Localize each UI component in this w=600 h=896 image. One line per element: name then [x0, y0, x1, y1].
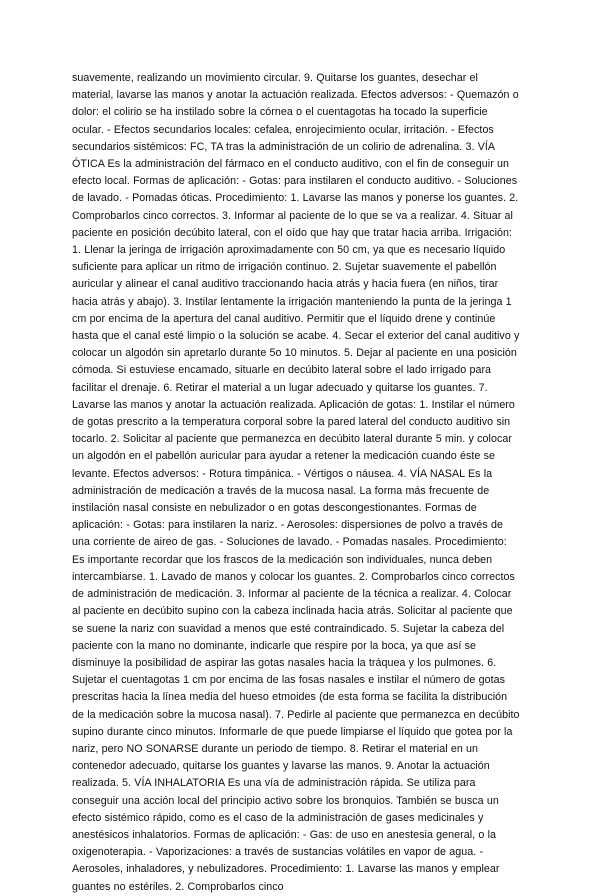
document-page	[72, 70, 522, 896]
body-paragraph: suavemente, realizando un movimiento circular. 9. Quitarse los guantes, desechar el material, lavarse las manos y anotar la actuación realizada. Efectos adversos: - Quemazón o dolor: el colirio se ha instilado sobre la córnea o el cuentagotas ha tocado la superficie ocular. - Efectos secundarios locales: cefalea, enrojecimiento ocular, irritación. - Efectos secundarios sistémicos: FC, TA tras la administración de un colirio de adrenalina. 3. VÍA ÓTICA Es la administración del fármaco en el conducto auditivo, con el fin de conseguir un efecto local. Formas de aplicación: - Gotas: para instilaren el conducto auditivo. - Soluciones de lavado. - Pomadas óticas. Procedimiento: 1. Lavarse las manos y ponerse los guantes. 2. Comprobarlos cinco correctos. 3. Informar al paciente de lo que se va a realizar. 4. Situar al paciente en posición decúbito lateral, con el oído que hay que tratar hacia arriba. Irrigación: 1. Llenar la jeringa de irrigación aproximadamente con 50 cm, ya que es necesario líquido suficiente para aplicar un ritmo de irrigación continuo. 2. Sujetar suavemente el pabellón auricular y alinear el canal auditivo traccionando hacia atrás y hacia fuera (en niños, tirar hacia atrás y abajo). 3. Instilar lentamente la irrigación manteniendo la punta de la jeringa 1 cm por encima de la apertura del canal auditivo. Permitir que el líquido drene y continúe hasta que el canal esté limpio o la solución se acabe. 4. Secar el exterior del canal auditivo y colocar un algodón sin apretarlo durante 5o 10 minutos. 5. Dejar al paciente en una posición cómoda. Si estuviese encamado, situarle en decúbito lateral sobre el lado irrigado para facilitar el drenaje. 6. Retirar el material a un lugar adecuado y quitarse los guantes. 7. Lavarse las manos y anotar la actuación realizada. Aplicación de gotas: 1. Instilar el número de gotas prescrito a la temperatura corporal sobre la pared lateral del conducto auditivo sin tocarlo. 2. Solicitar al paciente que permanezca en decúbito lateral durante 5 min. y colocar un algodón en el pabellón auricular para ayudar a retener la medicación cuando éste se levante. Efectos adversos: - Rotura timpánica. - Vértigos o náusea. 4. VÍA NASAL Es la administración de medicación a través de la mucosa nasal. La forma más frecuente de instilación nasal consiste en nebulizador o en gotas descongestionantes. Formas de aplicación: - Gotas: para instilaren la nariz. - Aerosoles: dispersiones de polvo a través de una corriente de aireo de gas. - Soluciones de lavado. - Pomadas nasales. Procedimiento: Es importante recordar que los frascos de la medicación son individuales, nunca deben intercambiarse. 1. Lavado de manos y colocar los guantes. 2. Comprobarlos cinco correctos de administración de medicación. 3. Informar al paciente de la técnica a realizar. 4. Colocar al paciente en decúbito supino con la cabeza inclinada hacia atrás. Solicitar al paciente que se suene la nariz con suavidad a menos que esté contraindicado. 5. Sujetar la cabeza del paciente con la mano no dominante, indicarle que respire por la boca, ya que así se disminuye la posibilidad de aspirar las gotas nasales hacia la tráquea y los pulmones. 6. Sujetar el cuentagotas 1 cm por encima de las fosas nasales e instilar el número de gotas prescritas hacia la línea media del hueso etmoides (de esta forma se facilita la distribución de la medicación sobre la mucosa nasal). 7. Pedirle al paciente que permanezca en decúbito supino durante cinco minutos. Informarle de que puede limpiarse el líquido que gotea por la nariz, pero NO SONARSE durante un periodo de tiempo. 8. Retirar el material en un contenedor adecuado, quitarse los guantes y lavarse las manos. 9. Anotar la actuación realizada. 5. VÍA INHALATORIA Es una vía de administración rápida. Se utiliza para conseguir una acción local del principio activo sobre los bronquios. También se busca un efecto sistémico rápido, como es el caso de la administración de gases medicinales y anestésicos inhalatorios. Formas de aplicación: - Gas: de uso en anestesia general, o la oxigenoterapia. - Vaporizaciones: a través de sustancias volátiles en vapor de agua. - Aerosoles, inhaladores, y nebulizadores. Procedimiento: 1. Lavarse las manos y emplear guantes no estériles. 2. Comprobarlos cinco	[72, 72, 520, 893]
